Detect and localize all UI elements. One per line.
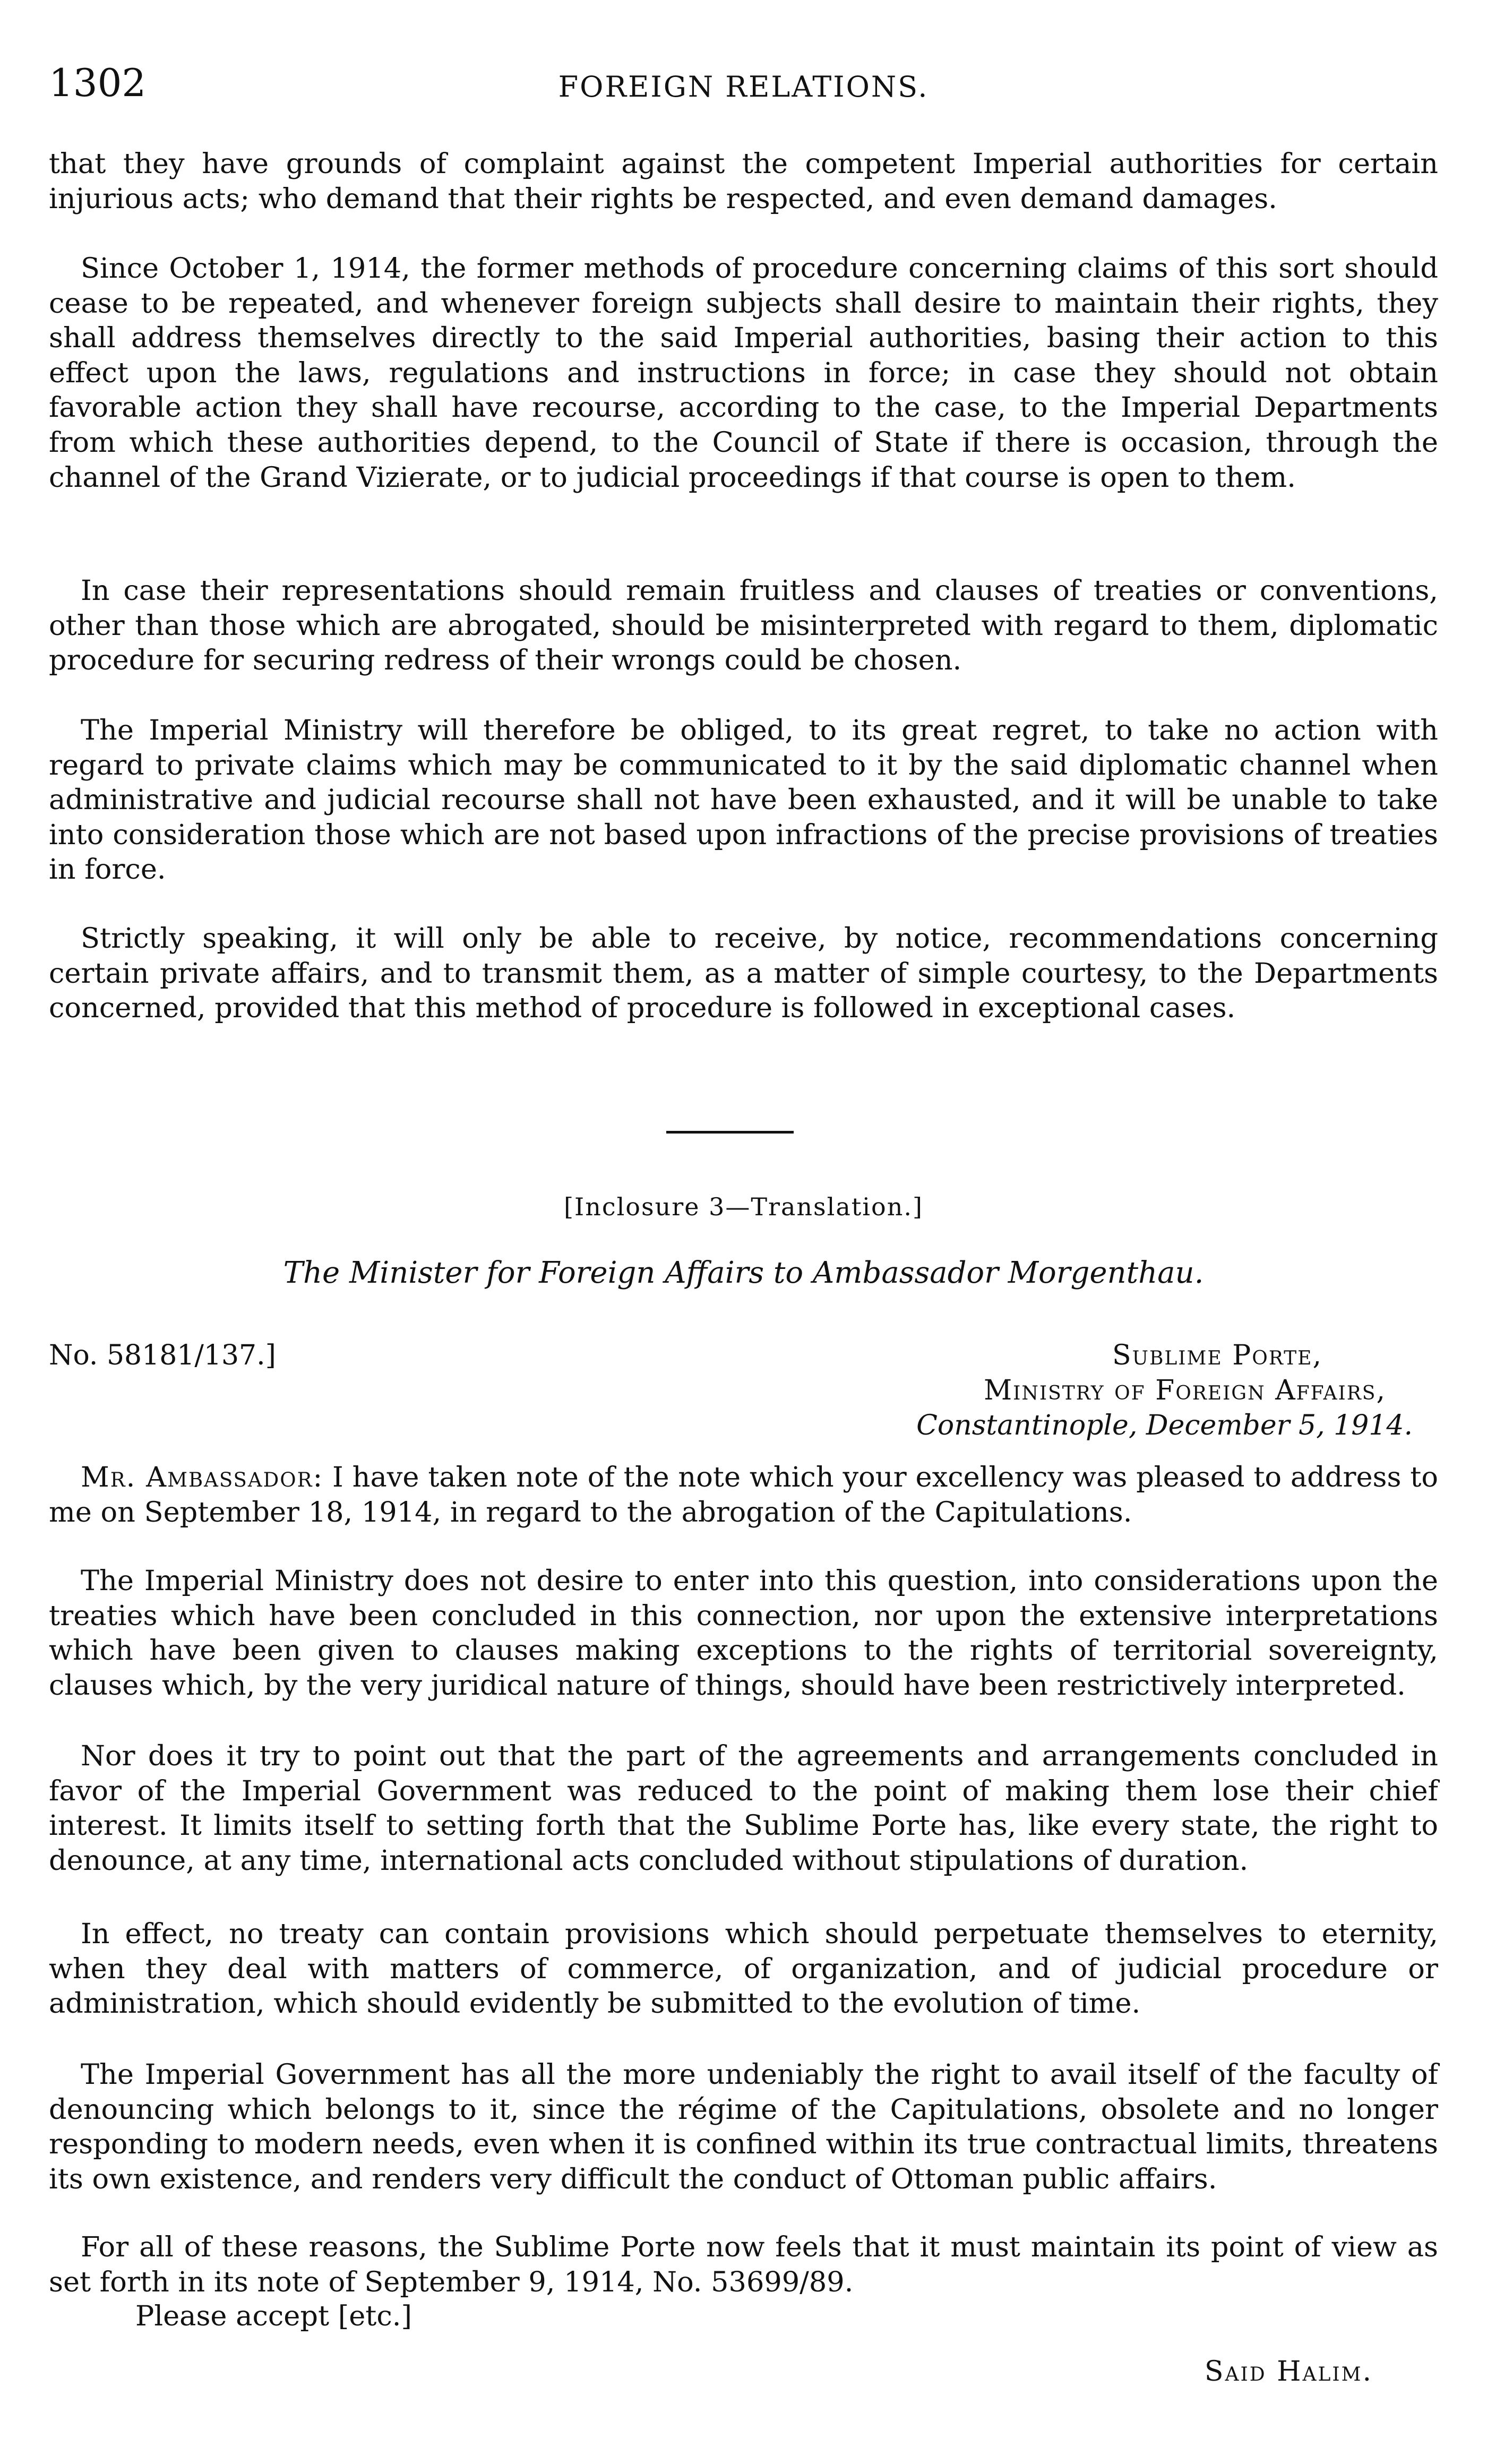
document-number: No. 58181/137.] — [49, 1340, 276, 1371]
dateline-date: Constantinople, December 5, 1914. — [916, 1410, 1413, 1441]
salutation: Mr. Ambassador: — [81, 1461, 324, 1493]
page-number: 1302 — [49, 61, 147, 105]
body-paragraph-2: Since October 1, 1914, the former methods of procedure concerning claims of this sort should cease to be repeated, and whenever foreign subjects shall desire to maintain their rights, they shall address themselves directly to the said Imperial authorities, basing their action to this effect upon the laws, regulations and instructions in force; in case they should not obtain favorable action they shall have recourse, according to the case, to the Imperial Departments from which these authorities depend, to the Council of State if there is occasion, through the channel of the Grand Vizierate, or to judicial proceedings if that course is open to them. — [49, 252, 1438, 494]
letter-paragraph-1 — [49, 1460, 1438, 1530]
document-title: The Minister for Foreign Affairs to Ambassador Morgenthau. — [283, 1256, 1204, 1290]
inclosure-heading: [Inclosure 3—Translation.] — [564, 1192, 923, 1221]
letter-paragraph-3: Nor does it try to point out that the part of the agreements and arrangements concluded in favor of the Imperial Government was reduced to the point of making them lose their chief interest. It limits itself to setting forth that the Sublime Porte has, like every state, the right to denounce, at any time, international acts concluded without stipulations of duration. — [49, 1740, 1438, 1877]
body-paragraph-5: Strictly speaking, it will only be able to receive, by notice, recommendations concerning certain private affairs, and to transmit them, as a matter of simple courtesy, to the Departments concerned, provided that this method of procedure is followed in exceptional cases. — [49, 922, 1438, 1025]
letter-paragraph-1-text: I have taken note of the note which your excellency was pleased to address to me on September 18, 1914, in regard to the abrogation of the Capitulations. — [49, 1461, 1438, 1529]
letter-paragraph-5: The Imperial Government has all the more undeniably the right to avail itself of the faculty of denouncing which belongs to it, since the régime of the Capitulations, obsolete and no longer responding to modern needs, even when it is confined within its true contractual limits, threatens its own existence, and renders very difficult the conduct of Ottoman public affairs. — [49, 2058, 1438, 2195]
letter-paragraph-6: For all of these reasons, the Sublime Porte now feels that it must maintain its point of view as set forth in its note of September 9, 1914, No. 53699/89. — [49, 2231, 1438, 2298]
section-divider — [666, 1131, 794, 1134]
body-paragraph-3: In case their representations should remain fruitless and clauses of treaties or conventions, other than those which are abrogated, should be misinterpreted with regard to them, diplomatic procedure for securing redress of their wrongs could be chosen. — [49, 574, 1438, 677]
closing-line: Please accept [etc.] — [135, 2300, 412, 2332]
dateline — [723, 1338, 1413, 1443]
dateline-place: Sublime Porte, — [1112, 1340, 1322, 1371]
body-paragraph-4: The Imperial Ministry will therefore be obliged, to its great regret, to take no action with regard to private claims which may be communicated to it by the said diplomatic channel when administrative and judicial recourse shall not have been exhausted, and it will be unable to take into consideration those which are not based upon infractions of the precise provisions of treaties in force. — [49, 714, 1438, 886]
body-paragraph-1: that they have grounds of complaint against the competent Imperial authorities for certain injurious acts; who demand that their rights be respected, and even demand damages. — [49, 148, 1438, 215]
dateline-ministry: Ministry of Foreign Affairs, — [983, 1375, 1386, 1406]
signature: Said Halim. — [1204, 2356, 1373, 2388]
running-head — [49, 56, 1438, 115]
running-title: FOREIGN RELATIONS. — [558, 70, 929, 104]
letter-paragraph-4: In effect, no treaty can contain provisions which should perpetuate themselves to eternity, when they deal with matters of commerce, of organization, and of judicial procedure or administration, which should evidently be submitted to the evolution of time. — [49, 1918, 1438, 2020]
letter-paragraph-2: The Imperial Ministry does not desire to enter into this question, into considerations upon the treaties which have been concluded in this connection, nor upon the extensive interpretations which have been given to clauses making exceptions to the rights of territorial sovereignty, clauses which, by the very juridical nature of things, should have been restrictively interpreted. — [49, 1565, 1438, 1702]
